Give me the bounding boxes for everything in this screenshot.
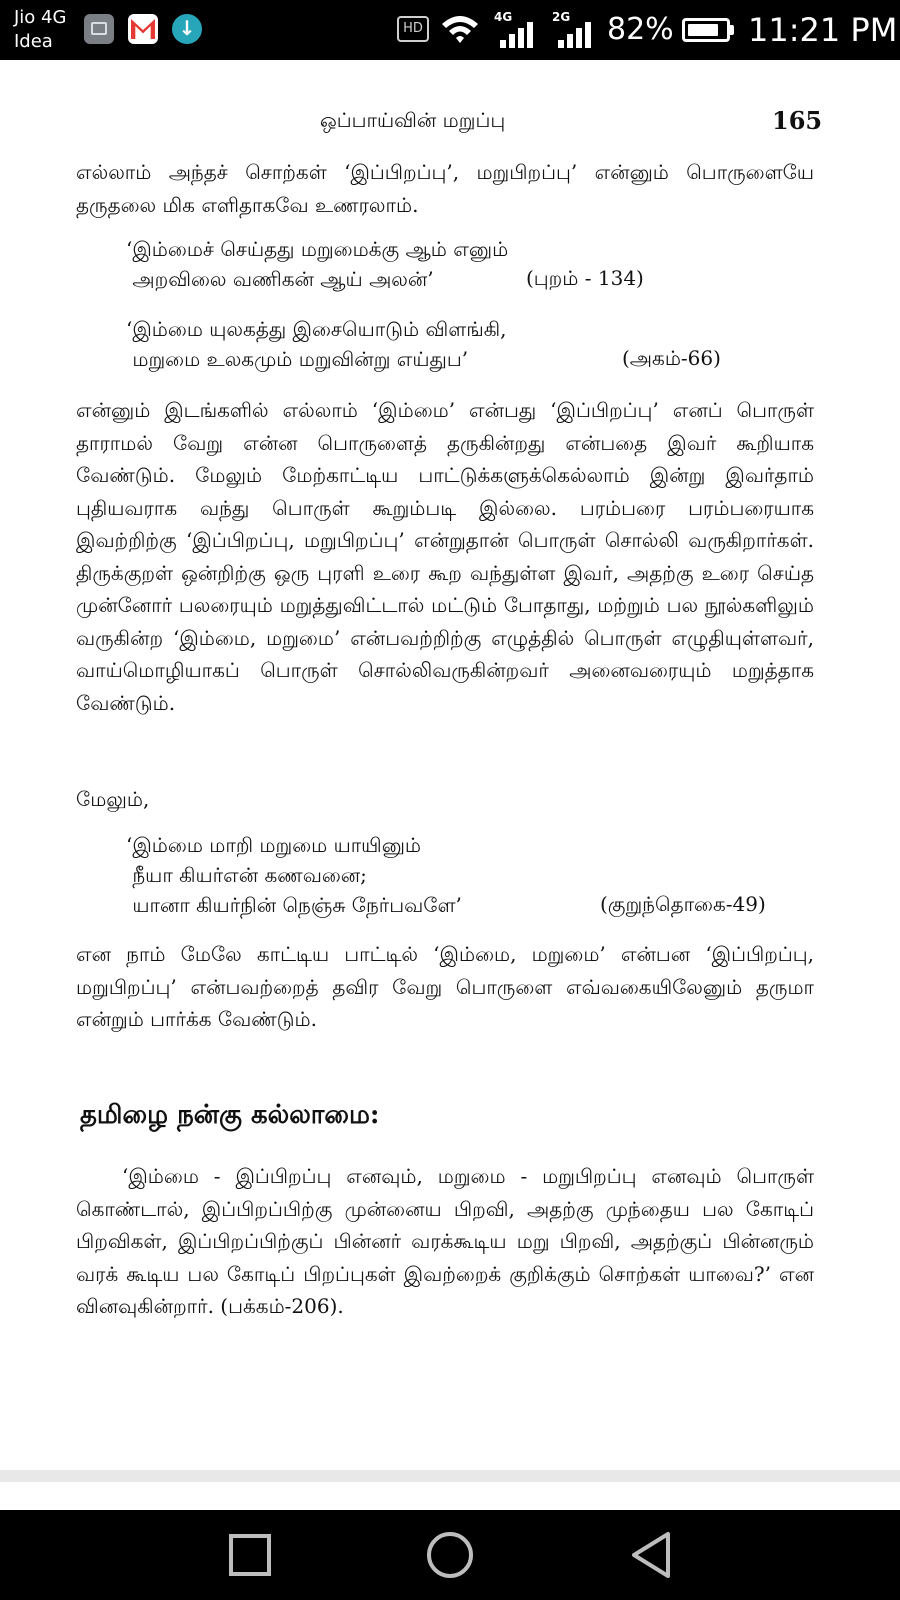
carrier-secondary: Idea [14, 31, 53, 52]
section-heading: தமிழை நன்கு கல்லாமை: [80, 1100, 380, 1130]
book-page[interactable] [0, 60, 900, 1468]
running-head: ஒப்பாய்வின் மறுப்பு [320, 108, 506, 132]
quote-2: ‘இம்மை யுலகத்து இசையொடும் விளங்கி, மறுமை உலகமும் மறுவின்று எய்துப’ [126, 317, 507, 371]
status-bar [0, 0, 900, 60]
paragraph-1: எல்லாம் அந்தச் சொற்கள் ‘இப்பிறப்பு’, மறுபிறப்பு’ என்னும் பொருளையே தருதலை மிக எளிதாகவே உணரலாம். [76, 160, 814, 217]
signal-4g-icon [494, 10, 540, 48]
battery-icon [682, 18, 730, 42]
quote-3-citation: (குறுந்தொகை-49) [600, 892, 766, 916]
home-button[interactable] [422, 1530, 478, 1580]
paragraph-3: என நாம் மேலே காட்டிய பாட்டில் ‘இம்மை, மறுமை’ என்பன ‘இப்பிறப்பு, மறுபிறப்பு’ என்பவற்றைத் தவிர வேறு பொருளை எவ்வகையிலேனும் தருமா என்றும் பார்க்க வேண்டும். [76, 942, 814, 1031]
battery-level [688, 24, 718, 36]
battery-tip [730, 25, 734, 35]
paragraph-4: ‘இம்மை - இப்பிறப்பு எனவும், மறுமை - மறுபிறப்பு எனவும் பொருள் கொண்டால், இப்பிறப்பிற்கு முன்னைய பிறவி, அதற்கு முந்தைய பல கோடிப் பிறவிகள், இப்பிறப்பிற்குப் பின்னர் வரக்கூடிய மறு பிறவி, அதற்குப் பின்னரும் வரக் கூடிய பல கோடிப் பிறப்புகள் இவற்றைக் குறிக்கும் சொற்கள் யாவை?’ என வினவுகின்றார். (பக்கம்-206). [76, 1164, 814, 1318]
paragraph-2: என்னும் இடங்களில் எல்லாம் ‘இம்மை’ என்பது ‘இப்பிறப்பு’ எனப் பொருள் தாராமல் வேறு என்ன பொருளைத் தருகின்றது என்பதை இவர் கூறியாக வேண்டும். மேலும் மேற்காட்டிய பாட்டுக்களுக்கெல்லாம் இன்று இவர்தாம் புதியவராக வந்து பொருள் கூறும்படி இல்லை. பரம்பரை பரம்பரையாக இவற்றிற்கு ‘இப்பிறப்பு, மறுபிறப்பு’ என்றுதான் பொருள் சொல்லி வருகிறார்கள். திருக்குறள் ஒன்றிற்கு ஒரு புரளி உரை கூற வந்துள்ள இவர், அதற்கு உரை செய்த முன்னோர் பலரையும் மறுத்துவிட்டால் மட்டும் போதாது, மற்றும் பல நூல்களிலும் வருகின்ற ‘இம்மை, மறுமை’ என்பவற்றிற்கு எழுத்தில் பொருள் எழுதியுள்ளவர், வாய்மொழியாகப் பொருள் சொல்லிவருகின்றவர் அனைவரையும் மறுத்தாக வேண்டும். [76, 398, 814, 715]
quote-3: ‘இம்மை மாறி மறுமை யாயினும் நீயா கியர்என் கணவனை; யானா கியர்நின் நெஞ்சு நேர்பவளே’ [126, 833, 462, 917]
quote-1-citation: (புறம் - 134) [526, 266, 644, 290]
network-type-2g: 2G [552, 10, 571, 24]
carrier-info [14, 6, 66, 54]
recents-button[interactable] [222, 1530, 278, 1580]
quote-1: ‘இம்மைச் செய்தது மறுமைக்கு ஆம் எனும் அறவிலை வணிகன் ஆய் அலன்’ [126, 237, 509, 291]
signal-2g-icon [552, 10, 598, 48]
carrier-primary: Jio 4G [14, 7, 67, 28]
battery-percent: 82% [607, 12, 674, 47]
download-icon [172, 14, 202, 44]
quote-2-citation: (அகம்-66) [622, 346, 721, 370]
page-edge [0, 1470, 900, 1482]
clock: 11:21 PM [748, 11, 898, 49]
back-button[interactable] [624, 1530, 680, 1580]
navigation-bar [0, 1510, 900, 1600]
gmail-icon [128, 14, 158, 44]
gallery-icon [84, 14, 114, 44]
network-type-4g: 4G [494, 10, 513, 24]
page-number: 165 [772, 106, 823, 135]
wifi-icon [440, 12, 480, 48]
paragraph-2-tail: மேலும், [76, 787, 150, 811]
hd-voice-badge: HD [397, 16, 429, 42]
next-page-edge [0, 1482, 900, 1510]
